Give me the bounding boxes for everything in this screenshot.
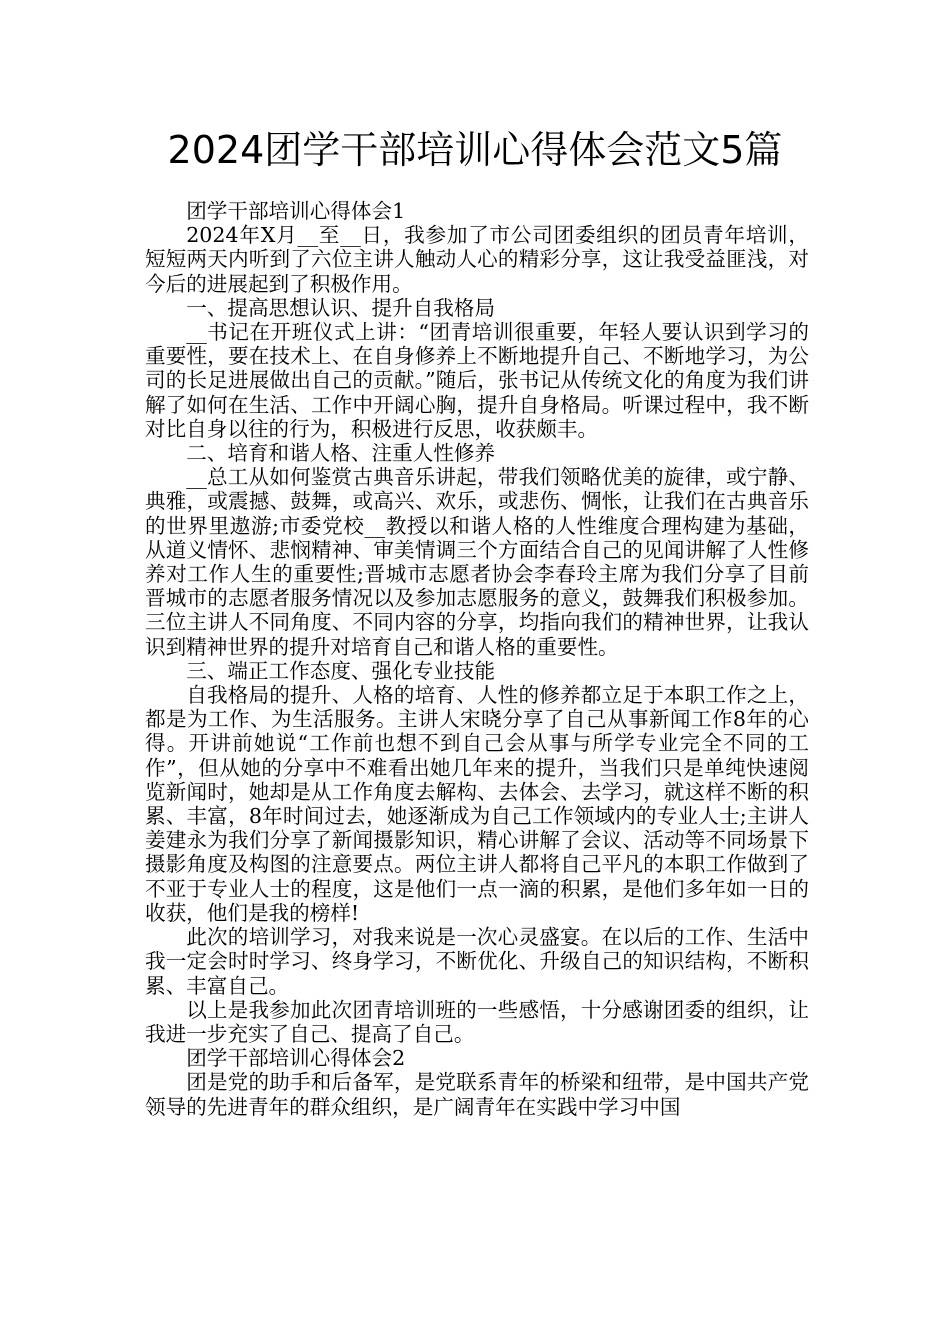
paragraph-subheading: 三、端正工作态度、强化专业技能 — [186, 658, 496, 683]
document-title: 2024团学干部培训心得体会范文5篇 — [167, 128, 783, 172]
paragraph: 此次的培训学习，对我来说是一次心灵盛宴。在以后的工作、生活中我一定会时时学习、终身学习，不断优化、升级自己的知识结构，不断积累、丰富自己。 — [145, 925, 809, 998]
paragraph: 团是党的助手和后备军，是党联系青年的桥梁和纽带，是中国共产党领导的先进青年的群众组织，是广阔青年在实践中学习中国 — [145, 1070, 809, 1119]
paragraph: __总工从如何鉴赏古典音乐讲起，带我们领略优美的旋律，或宁静、典雅，或震撼、鼓舞，或高兴、欢乐，或悲伤、惆怅，让我们在古典音乐的世界里遨游;市委党校__教授以和谐人格的人性维度合理构建为基础，从道义情怀、悲悯精神、审美情调三个方面结合自己的见闻讲解了人性修养对工作人生的重要性;晋城市志愿者协会李春玲主席为我们分享了目前晋城市的志愿者服务情况以及参加志愿服务的意义，鼓舞我们积极参加。三位主讲人不同角度、不同内容的分享，均指向我们的精神世界，让我认识到精神世界的提升对培育自己和谐人格的重要性。 — [145, 465, 809, 659]
paragraph: 自我格局的提升、人格的培育、人性的修养都立足于本职工作之上，都是为工作、为生活服务。主讲人宋晓分享了自己从事新闻工作8年的心得。开讲前她说“工作前也想不到自己会从事与所学专业完全不同的工作”，但从她的分享中不难看出她几年来的提升，当我们只是单纯快速阅览新闻时，她却是从工作角度去解构、去体会、去学习，就这样不断的积累、丰富，8年时间过去，她逐渐成为自己工作领域内的专业人士;主讲人姜建永为我们分享了新闻摄影知识，精心讲解了会议、活动等不同场景下摄影角度及构图的注意要点。两位主讲人都将自己平凡的本职工作做到了不亚于专业人士的程度，这是他们一点一滴的积累，是他们多年如一日的收获，他们是我的榜样! — [145, 683, 809, 925]
paragraph: __书记在开班仪式上讲：“团青培训很重要，年轻人要认识到学习的重要性，要在技术上、在自身修养上不断地提升自己、不断地学习，为公司的长足进展做出自己的贡献。”随后，张书记从传统文化的角度为我们讲解了如何在生活、工作中开阔心胸，提升自身格局。听课过程中，我不断对比自身以往的行为，积极进行反思，收获颇丰。 — [145, 320, 809, 441]
paragraph-section-heading: 团学干部培训心得体会1 — [186, 199, 406, 223]
document-body — [145, 199, 809, 1119]
paragraph-section-heading: 团学干部培训心得体会2 — [186, 1046, 406, 1071]
paragraph: 以上是我参加此次团青培训班的一些感悟，十分感谢团委的组织，让我进一步充实了自己、提高了自己。 — [145, 997, 809, 1046]
paragraph-subheading: 一、提高思想认识、提升自我格局 — [186, 295, 496, 320]
paragraph: 2024年X月__至__日，我参加了市公司团委组织的团员青年培训，短短两天内听到了六位主讲人触动人心的精彩分享，这让我受益匪浅，对今后的进展起到了积极作用。 — [145, 223, 809, 296]
paragraph-subheading: 二、培育和谐人格、注重人性修养 — [186, 441, 496, 466]
